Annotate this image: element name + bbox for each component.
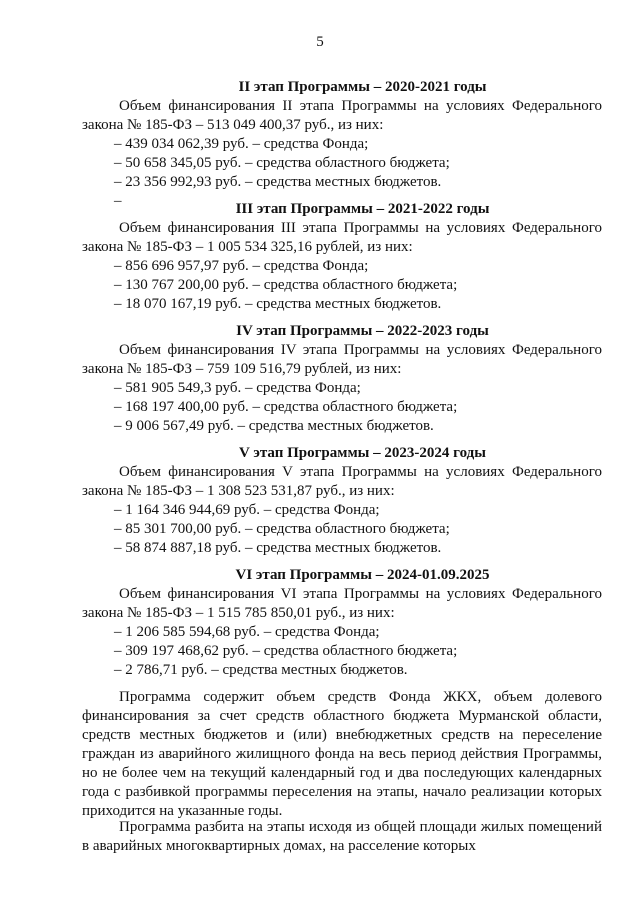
stage-2-intro: Объем финансирования II этапа Программы на условиях Федерального закона № 185-ФЗ – 513 049 400,37 руб., из них: bbox=[82, 98, 602, 133]
stage-6-item-fund: – 1 206 585 594,68 руб. – средства Фонда; bbox=[114, 624, 380, 640]
stage-3-title: III этап Программы – 2021-2022 годы bbox=[235, 201, 490, 217]
stage-6-item-regional: – 309 197 468,62 руб. – средства областного бюджета; bbox=[114, 643, 458, 659]
program-description-paragraph: Программа содержит объем средств Фонда ЖКХ, объем долевого финансирования за счет средств областного бюджета Мурманской области, средств местных бюджетов и (или) внебюджетных средств на переселение граждан из аварийного жилищного фонда на весь период действия Программы, но не более чем на текущий календарный год и два последующих календарных года с разбивкой программы переселения на этапы, начало реализации которых приходится на указанные годы. bbox=[82, 689, 602, 819]
stage-6-item-local: – 2 786,71 руб. – средства местных бюджетов. bbox=[114, 662, 408, 678]
stage-4-item-local: – 9 006 567,49 руб. – средства местных бюджетов. bbox=[114, 418, 434, 434]
stage-5-intro: Объем финансирования V этапа Программы на условиях Федерального закона № 185-ФЗ – 1 308 523 531,87 руб., из них: bbox=[82, 464, 602, 499]
stage-4-item-regional: – 168 197 400,00 руб. – средства областного бюджета; bbox=[114, 399, 458, 415]
stage-6-section bbox=[0, 566, 640, 680]
stage-4-section bbox=[0, 322, 640, 436]
stage-4-item-fund: – 581 905 549,3 руб. – средства Фонда; bbox=[114, 380, 361, 396]
stage-5-item-regional: – 85 301 700,00 руб. – средства областного бюджета; bbox=[114, 521, 450, 537]
stage-5-section bbox=[0, 444, 640, 558]
stage-5-item-local: – 58 874 887,18 руб. – средства местных бюджетов. bbox=[114, 540, 442, 556]
stage-3-intro: Объем финансирования III этапа Программы на условиях Федерального закона № 185-ФЗ – 1 005 534 325,16 рублей, из них: bbox=[82, 220, 602, 255]
page-number: 5 bbox=[316, 34, 324, 50]
stage-2-item-fund: – 439 034 062,39 руб. – средства Фонда; bbox=[114, 136, 369, 152]
stage-3-item-local: – 18 070 167,19 руб. – средства местных бюджетов. bbox=[114, 296, 442, 312]
stage-6-title: VI этап Программы – 2024-01.09.2025 bbox=[235, 567, 490, 583]
stage-4-intro: Объем финансирования IV этапа Программы на условиях Федерального закона № 185-ФЗ – 759 109 516,79 рублей, из них: bbox=[82, 342, 602, 377]
stage-5-item-fund: – 1 164 346 944,69 руб. – средства Фонда; bbox=[114, 502, 380, 518]
stage-2-item-empty: – bbox=[114, 193, 122, 209]
stage-6-intro: Объем финансирования VI этапа Программы на условиях Федерального закона № 185-ФЗ – 1 515 785 850,01 руб., из них: bbox=[82, 586, 602, 621]
stage-5-title: V этап Программы – 2023-2024 годы bbox=[239, 445, 486, 461]
stage-2-section bbox=[0, 78, 640, 211]
stage-2-item-local: – 23 356 992,93 руб. – средства местных бюджетов. bbox=[114, 174, 442, 190]
stage-4-title: IV этап Программы – 2022-2023 годы bbox=[236, 323, 489, 339]
stage-3-section bbox=[0, 200, 640, 314]
stage-2-item-regional: – 50 658 345,05 руб. – средства областного бюджета; bbox=[114, 155, 450, 171]
stage-2-title: II этап Программы – 2020-2021 годы bbox=[238, 79, 487, 95]
stage-3-item-fund: – 856 696 957,97 руб. – средства Фонда; bbox=[114, 258, 369, 274]
program-stages-paragraph: Программа разбита на этапы исходя из общей площади жилых помещений в аварийных многоквартирных домах, на расселение которых bbox=[82, 819, 602, 854]
stage-3-item-regional: – 130 767 200,00 руб. – средства областного бюджета; bbox=[114, 277, 458, 293]
